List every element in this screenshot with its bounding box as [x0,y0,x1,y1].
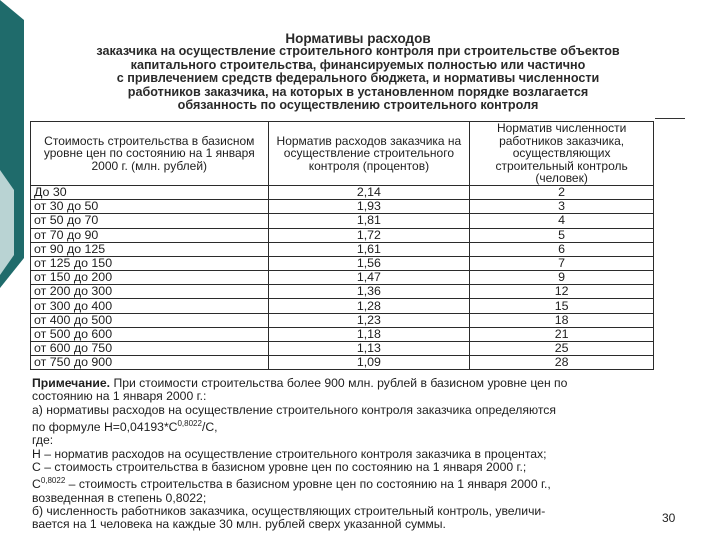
note-line: $С^{0,8022}$ – стоимость строительства в базисном уровне цен по состоянию на 1 января 2000 г., [32,476,551,492]
note-line: возведенная в степень 0,8022; [32,490,207,505]
cell-cost-range: от 30 до 50 [31,200,269,214]
cell-cost-range: от 150 до 200 [31,271,269,285]
table-row [31,242,654,256]
cell-expense-percent: 2,14 [268,185,470,199]
table-row [31,342,654,356]
cell-cost-range: от 50 до 70 [31,214,269,228]
cell-staff-count: 18 [470,313,654,327]
title-line: Нормативы расходов [285,31,431,46]
cell-cost-range: от 500 до 600 [31,327,269,341]
table-row [31,313,654,327]
cell-cost-range: от 70 до 90 [31,228,269,242]
cell-staff-count: 21 [470,327,654,341]
cell-cost-range: от 90 до 125 [31,242,269,256]
cell-staff-count: 3 [470,200,654,214]
cell-expense-percent: 1,36 [268,285,470,299]
table-row [31,271,654,285]
table-row [31,256,654,270]
cell-staff-count: 12 [470,285,654,299]
table-row [31,356,654,370]
cell-cost-range: от 300 до 400 [31,299,269,313]
cell-staff-count: 6 [470,242,654,256]
note-block [32,377,657,531]
cell-staff-count: 28 [470,356,654,370]
column-header-staff-norm: Норматив численности работников заказчика, осуществляющих строительный контроль (человек) [470,122,654,186]
title-line: капитального строительства, финансируемых полностью или частично [130,57,586,72]
cell-expense-percent: 1,18 [268,327,470,341]
slide-accent-decoration [0,0,24,540]
cell-expense-percent: 1,28 [268,299,470,313]
cell-cost-range: от 125 до 150 [31,256,269,270]
page-number: 30 [662,511,676,525]
title-line: работников заказчика, на которых в установленном порядке возлагается [127,84,589,99]
document-title [28,32,688,112]
cell-expense-percent: 1,56 [268,256,470,270]
note-line: б) численность работников заказчика, осуществляющих строительный контроль, увеличи- [32,503,546,518]
column-header-cost: Стоимость строительства в базисном уровне цен по состоянию на 1 января 2000 г. (млн. рублей) [31,122,269,186]
norms-table [30,121,654,370]
cell-cost-range: от 750 до 900 [31,356,269,370]
cell-expense-percent: 1,09 [268,356,470,370]
note-label: Примечание. [32,376,111,390]
column-header-expense-norm: Норматив расходов заказчика на осуществление строительного контроля (процентов) [268,122,470,186]
cell-cost-range: от 400 до 500 [31,313,269,327]
table-row [31,185,654,199]
title-line: заказчика на осуществление строительного контроля при строительстве объектов [96,44,620,59]
cell-staff-count: 9 [470,271,654,285]
note-line: Примечание. При стоимости строительства более 900 млн. рублей в базисном уровне цен по [32,376,568,390]
cell-cost-range: от 200 до 300 [31,285,269,299]
table-row [31,214,654,228]
table-row [31,228,654,242]
cell-expense-percent: 1,23 [268,313,470,327]
cell-expense-percent: 1,61 [268,242,470,256]
divider-line [655,118,685,119]
note-formula: по формуле $Н=0,04193*С^{0,8022}/С$, [32,418,218,434]
note-line: С – стоимость строительства в базисном уровне цен по состоянию на 1 января 2000 г.; [32,459,527,474]
table-row [31,327,654,341]
table-row [31,285,654,299]
note-line: а) нормативы расходов на осуществление строительного контроля заказчика определяются [32,402,556,417]
cell-cost-range: До 30 [31,185,269,199]
cell-staff-count: 4 [470,214,654,228]
cell-staff-count: 2 [470,185,654,199]
cell-expense-percent: 1,93 [268,200,470,214]
note-line: вается на 1 человека на каждые 30 млн. рублей сверх указанной суммы. [32,517,446,532]
cell-expense-percent: 1,72 [268,228,470,242]
note-line: состоянию на 1 января 2000 г.: [32,389,207,404]
table-row [31,200,654,214]
cell-staff-count: 7 [470,256,654,270]
note-line: где: [32,433,54,448]
table-header-row [31,122,654,186]
cell-cost-range: от 600 до 750 [31,342,269,356]
cell-staff-count: 5 [470,228,654,242]
title-line: с привлечением средств федерального бюджета, и нормативы численности [116,71,600,86]
title-line: обязанность по осуществлению строительного контроля [177,98,539,113]
cell-staff-count: 25 [470,342,654,356]
table-row [31,299,654,313]
cell-staff-count: 15 [470,299,654,313]
note-line: Н – норматив расходов на осуществление строительного контроля заказчика в процентах; [32,446,547,461]
cell-expense-percent: 1,47 [268,271,470,285]
cell-expense-percent: 1,81 [268,214,470,228]
cell-expense-percent: 1,13 [268,342,470,356]
